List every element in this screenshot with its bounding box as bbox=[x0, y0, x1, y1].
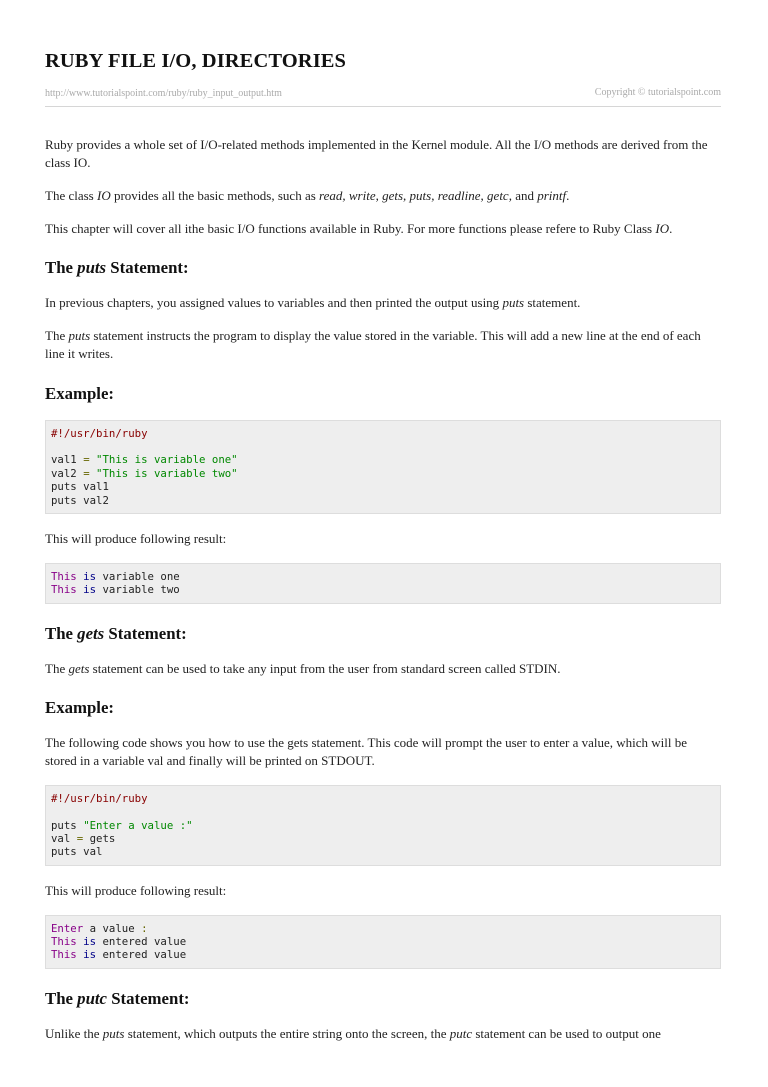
text-run: In previous chapters, you assigned values to variables and then printed the output using bbox=[45, 295, 503, 311]
gets-output-block bbox=[45, 915, 721, 969]
intro-paragraph-3 bbox=[45, 220, 721, 238]
intro-paragraph-2 bbox=[45, 187, 721, 205]
text-run: and bbox=[511, 188, 538, 204]
putc-heading bbox=[45, 989, 721, 1009]
heading-keyword: putc bbox=[77, 988, 108, 1008]
puts-heading bbox=[45, 258, 721, 278]
text-run: . bbox=[669, 220, 673, 236]
text-run: Statement: bbox=[104, 623, 187, 643]
code-token: puts bbox=[51, 818, 84, 832]
code-token: This bbox=[51, 583, 77, 597]
puts-output-block bbox=[45, 563, 721, 604]
text-run: The bbox=[45, 623, 78, 643]
code-token: gets bbox=[83, 832, 116, 846]
code-comment: #!/usr/bin/ruby bbox=[51, 791, 148, 805]
code-string: "Enter a value :" bbox=[83, 818, 193, 832]
code-token: variable two bbox=[96, 583, 180, 597]
code-token: variable one bbox=[96, 569, 180, 583]
class-name-io: IO bbox=[655, 220, 670, 236]
code-string: "This is variable one" bbox=[89, 453, 238, 467]
code-line bbox=[51, 467, 715, 480]
puts-code-block bbox=[45, 420, 721, 514]
code-token: Enter bbox=[51, 921, 84, 935]
text-run: . bbox=[566, 188, 570, 204]
code-line bbox=[51, 832, 715, 845]
gets-heading bbox=[45, 624, 721, 644]
intro-paragraph-1: Ruby provides a whole set of I/O-related methods implemented in the Kernel module. All the I/O methods are derived from the class IO. bbox=[45, 137, 708, 171]
code-operator: : bbox=[141, 921, 148, 935]
gets-code-block bbox=[45, 785, 721, 866]
text-run: statement, which outputs the entire string onto the screen, the bbox=[124, 1025, 450, 1041]
text-run: The class bbox=[45, 188, 97, 204]
puts-result-text: This will produce following result: bbox=[45, 530, 227, 546]
output-line bbox=[51, 570, 715, 583]
code-string: "This is variable two" bbox=[89, 466, 238, 480]
text-run: Unlike the bbox=[45, 1025, 103, 1041]
text-run: statement instructs the program to display the value stored in the variable. This will add a new line at the end of each line it writes. bbox=[45, 327, 701, 362]
code-token: This bbox=[51, 569, 77, 583]
output-line bbox=[51, 583, 715, 596]
text-run: The bbox=[45, 988, 78, 1008]
putc-paragraph-1 bbox=[45, 1025, 721, 1043]
code-token: a value bbox=[83, 921, 142, 935]
code-token: This bbox=[51, 935, 77, 949]
code-line bbox=[51, 792, 715, 805]
code-token: is bbox=[76, 935, 97, 949]
code-line: puts val2 bbox=[51, 493, 109, 507]
text-run: Statement: bbox=[106, 258, 189, 278]
code-token: val2 bbox=[51, 466, 84, 480]
puts-paragraph-1 bbox=[45, 294, 721, 312]
header-divider bbox=[45, 106, 721, 107]
gets-example-heading: Example: bbox=[45, 697, 114, 717]
gets-paragraph-2: The following code shows you how to use the gets statement. This code will prompt the user to enter a value, which will be stored in a variable val and finally will be printed on STDOUT. bbox=[45, 734, 688, 769]
code-blank-line bbox=[51, 805, 715, 818]
code-token: is bbox=[76, 583, 97, 597]
text-run: statement can be used to take any input from the user from standard screen called STDIN. bbox=[89, 660, 561, 676]
text-run: provides all the basic methods, such as bbox=[110, 188, 320, 204]
code-token: is bbox=[76, 569, 97, 583]
text-run: statement can be used to output one bbox=[472, 1025, 661, 1041]
puts-paragraph-2 bbox=[45, 327, 721, 364]
code-line: puts val bbox=[51, 845, 103, 859]
document-body bbox=[45, 136, 721, 1058]
text-run: Statement: bbox=[107, 988, 190, 1008]
keyword: puts bbox=[102, 1025, 125, 1041]
keyword: puts bbox=[502, 295, 525, 311]
heading-keyword: puts bbox=[77, 258, 107, 278]
output-line bbox=[51, 922, 715, 935]
gets-paragraph-1 bbox=[45, 660, 721, 678]
code-token: val1 bbox=[51, 453, 84, 467]
heading-keyword: gets bbox=[77, 623, 105, 643]
keyword: putc bbox=[449, 1025, 473, 1041]
keyword: gets bbox=[68, 660, 90, 676]
code-line: puts val1 bbox=[51, 480, 109, 494]
code-operator: = bbox=[83, 466, 90, 480]
code-line bbox=[51, 427, 715, 440]
copyright-notice: Copyright © tutorialspoint.com bbox=[594, 87, 721, 98]
puts-example-heading: Example: bbox=[45, 383, 114, 403]
code-token: This bbox=[51, 948, 77, 962]
text-run: The bbox=[45, 660, 69, 676]
code-comment: #!/usr/bin/ruby bbox=[51, 426, 148, 440]
code-operator: = bbox=[83, 453, 90, 467]
code-line bbox=[51, 819, 715, 832]
code-line bbox=[51, 453, 715, 466]
code-token: is bbox=[76, 948, 97, 962]
code-token: val bbox=[51, 832, 77, 846]
code-token: entered value bbox=[96, 948, 187, 962]
code-operator: = bbox=[76, 832, 84, 846]
source-url[interactable]: http://www.tutorialspoint.com/ruby/ruby_input_output.htm bbox=[45, 88, 282, 99]
text-run: The bbox=[45, 327, 69, 343]
page-title: RUBY FILE I/O, DIRECTORIES bbox=[45, 50, 347, 72]
code-token: entered value bbox=[96, 935, 187, 949]
gets-result-text: This will produce following result: bbox=[45, 882, 227, 898]
class-name-io: IO bbox=[96, 188, 111, 204]
text-run: The bbox=[45, 258, 78, 278]
output-line bbox=[51, 948, 715, 961]
method-list: read, write, gets, puts, readline, getc, bbox=[319, 188, 512, 204]
keyword: puts bbox=[68, 327, 91, 343]
code-blank-line bbox=[51, 440, 715, 453]
output-line bbox=[51, 935, 715, 948]
method-printf: printf bbox=[537, 188, 567, 204]
text-run: statement. bbox=[524, 295, 581, 311]
text-run: This chapter will cover all ithe basic I/O functions available in Ruby. For more functions please refere to Ruby Class bbox=[45, 220, 656, 236]
